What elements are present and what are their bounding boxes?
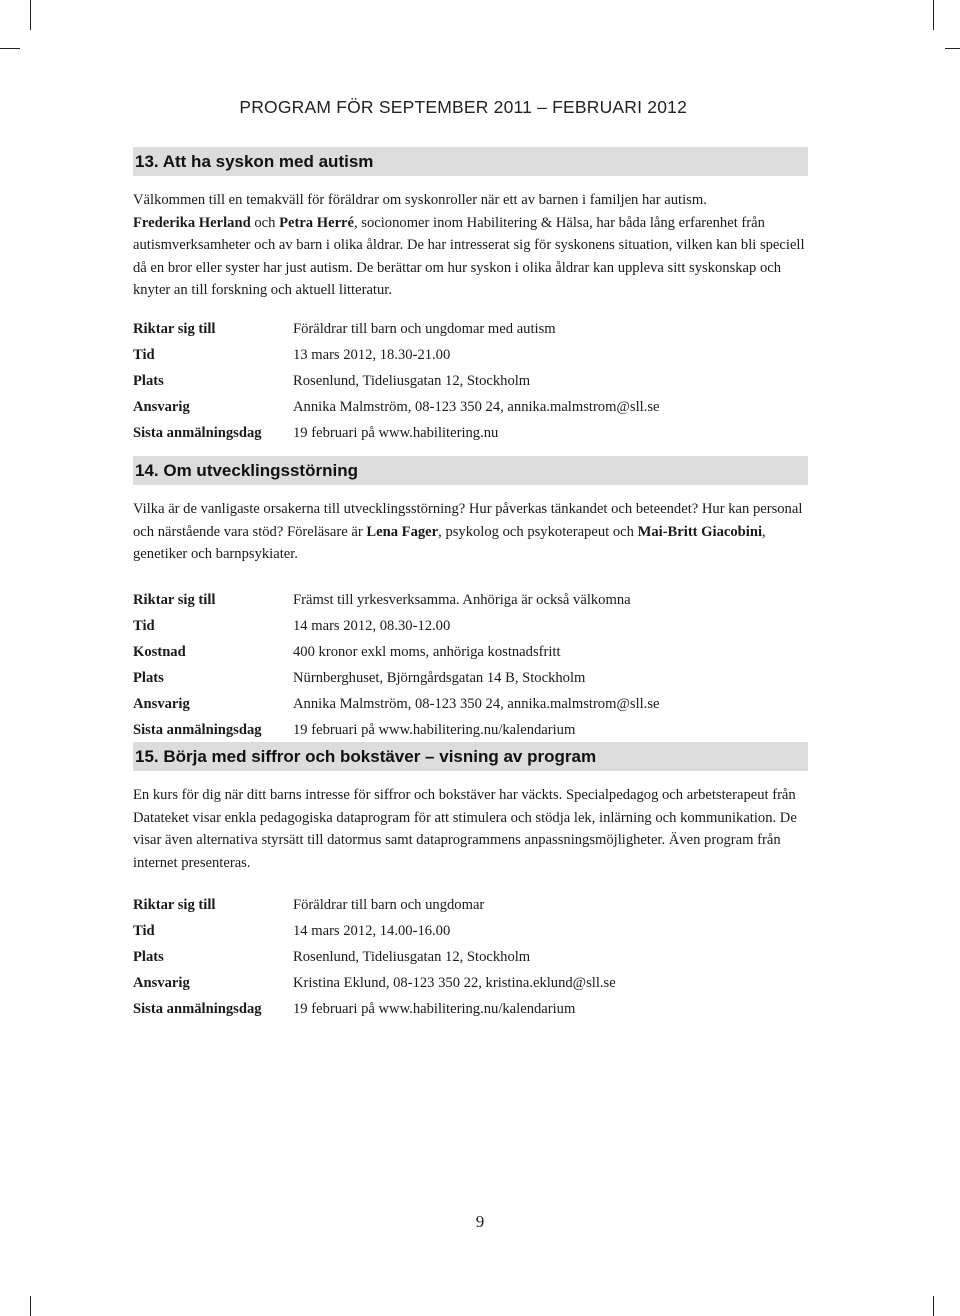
detail-row [133,316,808,342]
detail-row [133,368,808,394]
detail-label: Tid [133,346,155,363]
detail-row [133,665,808,691]
page-number: 9 [475,1212,485,1231]
crop-mark-top-right [945,48,960,49]
detail-row [133,420,808,446]
detail-value: Främst till yrkesverksamma. Anhöriga är också välkomna [293,591,631,608]
detail-label: Tid [133,923,155,940]
detail-label: Riktar sig till [133,591,216,608]
detail-row [133,996,808,1022]
section-title: Att ha syskon med autism [162,152,374,171]
detail-value: Nürnberghuset, Björngårdsgatan 14 B, Stockholm [293,669,586,686]
detail-value: Rosenlund, Tideliusgatan 12, Stockholm [293,949,531,966]
detail-value: 19 februari på www.habilitering.nu/kalendarium [293,1001,576,1018]
detail-row [133,342,808,368]
section-intro [133,784,808,874]
detail-label: Plats [133,669,164,686]
detail-value: Annika Malmström, 08-123 350 24, annika.malmstrom@sll.se [293,695,660,712]
detail-label: Sista anmälningsdag [133,424,262,441]
section-15 [133,742,808,1022]
detail-value: 19 februari på www.habilitering.nu [293,424,499,441]
detail-value: 400 kronor exkl moms, anhöriga kostnadsfritt [293,643,561,660]
detail-value: 13 mars 2012, 18.30-21.00 [293,346,451,363]
intro-text: Välkommen till en temakväll för föräldrar om syskonroller när ett av barnen i familjen har autism. [133,192,707,208]
section-title: Börja med siffror och bokstäver – visning av program [163,747,597,766]
detail-label: Ansvarig [133,695,190,712]
speaker-name: Lena Fager [366,523,439,540]
intro-text: , socionomer inom Habilitering & Hälsa, har båda lång erfarenhet från autismverksamheter och av barn i olika åldrar. De har intresserat sig för syskonens situation, vilken kan bli speciell då en bror eller syster har just autism. De berättar om hur syskon i olika åldrar kan uppleva sitt syskonskap och knyter an till forskning och aktuell litteratur. [133,214,805,299]
intro-text: , genetiker och barnpsykiater. [133,523,766,563]
detail-row [133,717,808,743]
detail-label: Plats [133,372,164,389]
detail-row [133,970,808,996]
detail-row [133,892,808,918]
detail-row [133,639,808,665]
detail-value: Föräldrar till barn och ungdomar med autism [293,320,556,337]
details-list [133,587,808,743]
detail-label: Plats [133,949,164,966]
intro-text: En kurs för dig när ditt barns intresse för siffror och bokstäver har väckts. Specialpedagog och arbetsterapeut från Datateket visar enkla pedagogiska dataprogram för att stimulera och stödja lek, inlärning och kommunikation. De visar även alternativa styrsätt till datormus samt dataprogrammens anpassningsmöjligheter. Även program från internet presenteras. [133,787,797,871]
section-14 [133,456,808,743]
speaker-name: Frederika Herland [133,214,251,231]
detail-row [133,691,808,717]
detail-value: Annika Malmström, 08-123 350 24, annika.malmstrom@sll.se [293,398,660,415]
section-number: 14. [135,461,159,480]
detail-value: 19 februari på www.habilitering.nu/kalendarium [293,721,576,738]
detail-label: Riktar sig till [133,897,216,914]
detail-value: Föräldrar till barn och ungdomar [293,897,485,914]
section-header [133,147,808,176]
section-13 [133,147,808,446]
detail-value: Rosenlund, Tideliusgatan 12, Stockholm [293,372,531,389]
detail-value: 14 mars 2012, 08.30-12.00 [293,617,451,634]
section-header [133,742,808,771]
crop-mark-top-left [30,0,31,30]
intro-text: , psykolog och psykoterapeut och [438,523,638,540]
running-header: PROGRAM FÖR SEPTEMBER 2011 – FEBRUARI 2012 [239,97,687,117]
crop-mark-bottom-right [933,1296,934,1316]
details-list [133,892,808,1022]
section-intro [133,498,808,566]
detail-row [133,587,808,613]
detail-row [133,613,808,639]
section-intro [133,189,808,302]
detail-row [133,394,808,420]
speaker-name: Mai-Britt Giacobini [637,523,763,540]
speaker-name: Petra Herré [279,214,354,231]
detail-label: Kostnad [133,643,186,660]
section-title: Om utvecklingsstörning [163,461,358,480]
detail-row [133,944,808,970]
crop-mark-bottom-left [30,1296,31,1316]
detail-value: 14 mars 2012, 14.00-16.00 [293,923,451,940]
detail-label: Riktar sig till [133,320,216,337]
details-list [133,316,808,446]
intro-text: Vilka är de vanligaste orsakerna till utvecklingsstörning? Hur påverkas tänkandet och beteendet? Hur kan personal och närstående vara stöd? Föreläsare är [133,501,803,540]
section-header [133,456,808,485]
detail-label: Ansvarig [133,398,190,415]
section-number: 15. [135,747,159,766]
crop-mark-top-right [933,0,934,30]
detail-label: Sista anmälningsdag [133,721,262,738]
detail-value: Kristina Eklund, 08-123 350 22, kristina.eklund@sll.se [293,975,616,992]
detail-label: Ansvarig [133,975,190,992]
detail-label: Sista anmälningsdag [133,1001,262,1018]
intro-text: och [250,214,280,231]
crop-mark-top-left [0,48,20,49]
detail-label: Tid [133,617,155,634]
section-number: 13. [135,152,159,171]
detail-row [133,918,808,944]
